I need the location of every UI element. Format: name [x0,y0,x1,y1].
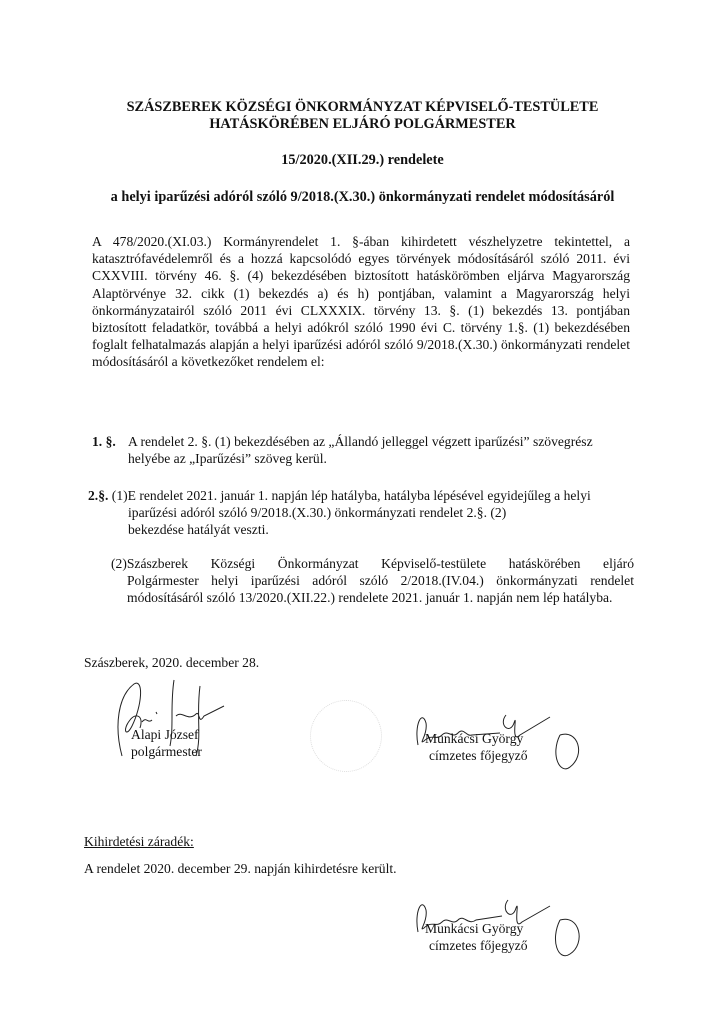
decree-subject: a helyi iparűzési adóról szóló 9/2018.(X.30.) önkormányzati rendelet módosításáról [110,189,615,205]
signatory-title: polgármester [131,744,202,759]
publication-clause-title: Kihirdetési záradék: [84,834,194,849]
section-2-paragraph-1 [88,487,633,539]
section-text: helyébe az „Iparűzési” szöveg kerül. [128,451,327,467]
section-text: Polgármester helyi iparűzési adóról szóló 2/2018.(IV.04.) önkormányzati rendelet módosításáról szóló 13/2020.(XII.22.) rendelete 2021. január 1. napján nem lép hatályba. [127,573,634,606]
section-2-paragraph-2 [111,555,634,607]
signatory-name: Munkácsi György [425,921,524,936]
publication-clause-text: A rendelet 2020. december 29. napján kihirdetésre került. [84,861,397,876]
mayor-signature-block [131,726,202,760]
signatory-name: Alapi József [131,727,199,742]
section-1 [92,433,632,467]
section-text-first-line: A rendelet 2. §. (1) bekezdésében az „Állandó jelleggel végzett iparűzési” szövegrész [128,434,593,449]
notary-signature-block [425,730,528,764]
clause-signature-block [425,920,528,954]
signatory-title: címzetes főjegyző [429,938,528,953]
section-text: iparűzési adóról szóló 9/2018.(X.30.) önkormányzati rendelet 2.§. (2) bekezdése hatályát veszti. [128,505,507,538]
section-number: 1. §. [92,434,116,449]
issuer-heading-line2: HATÁSKÖRÉBEN ELJÁRÓ POLGÁRMESTER [209,116,516,132]
section-text-first-line: (1)E rendelet 2021. január 1. napján lép hatályba, hatályba lépésével egyidejűleg a helyi [111,488,591,503]
faint-stamp [310,700,382,772]
place-and-date: Szászberek, 2020. december 28. [84,655,260,670]
preamble-paragraph: A 478/2020.(XI.03.) Kormányrendelet 1. §-ában kihirdetett vészhelyzetre tekintettel, a katasztrófavédelemről és a hozzá kapcsolódó egyes törvények módosításáról szóló 2011. évi CXXVIII. törvény 46. §. (4) bekezdésében biztosított hatáskörömben eljárva Magyarország Alaptörvénye 32. cikk (1) bekezdés a) és h) pontjában, valamint a Magyarország helyi önkormányzatairól szóló 2011 évi CLXXXIX. törvény 13. §. (1) bekezdés 13. pontjában biztosított feladatkör, továbbá a helyi adókról szóló 1990 évi C. törvény 1.§. (1) bekezdésében foglalt felhatalmazás alapján a helyi iparűzési adóról szóló 9/2018.(X.30.) önkormányzati rendelet módosításáról a következőket rendelem el: [92,234,630,370]
section-text-first-line: (2)Szászberek Községi Önkormányzat Képviselő-testülete hatáskörében eljáró [111,556,634,571]
signatory-title: címzetes főjegyző [429,748,528,763]
signatory-name: Munkácsi György [425,731,524,746]
decree-number: 15/2020.(XII.29.) rendelete [281,152,444,168]
section-number: 2.§. [88,488,109,503]
issuer-heading-line1: SZÁSZBEREK KÖZSÉGI ÖNKORMÁNYZAT KÉPVISELŐ-TESTÜLETE [126,99,599,115]
